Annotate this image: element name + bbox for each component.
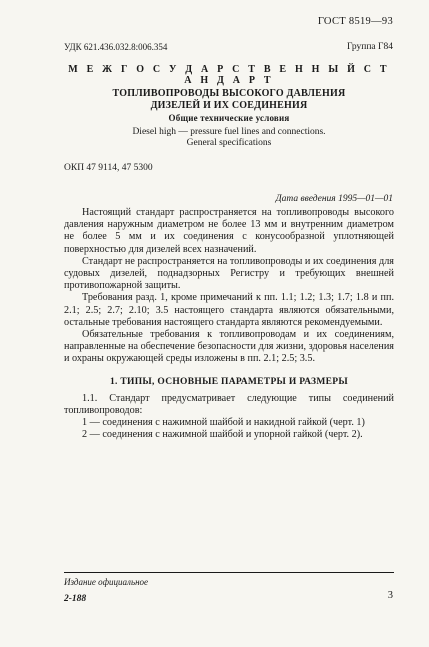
title-subtitle: Общие технические условия bbox=[168, 113, 290, 123]
okp-code: ОКП 47 9114, 47 5300 bbox=[64, 163, 153, 173]
paragraph-requirements: Требования разд. 1, кроме примечаний к пп. 1.1; 1.2; 1.3; 1.7; 1.8 и пп. 2.1; 2.5; 2.7; 2.10; 3.5 настоящего стандарта являются обязательными, остальные требования настоящего стандарта являются рекомендуемыми. bbox=[64, 292, 394, 328]
english-title-line-2: General specifications bbox=[186, 138, 272, 148]
paragraph-exclusion: Стандарт не распространяется на топливопроводы и их соединения для судовых дизелей, поднадзорных Регистру и требующих внешней противопожарной защиты. bbox=[64, 255, 394, 292]
section-1-paragraph-1: 1.1. Стандарт предусматривает следующие типы соединений топливопроводов: bbox=[64, 392, 394, 417]
gost-number: ГОСТ 8519—93 bbox=[317, 16, 393, 27]
english-title bbox=[64, 127, 394, 149]
paragraph-mandatory: Обязательные требования к топливопроводам и их соединениям, направленные на обеспечение безопасности для жизни, здоровья населения и охраны окружающей среды изложены в пп. 2.1; 2.5; 3.5. bbox=[64, 329, 394, 365]
footer-divider bbox=[64, 572, 394, 573]
paragraph-scope: Настоящий стандарт распространяется на топливопроводы высокого давления наружным диаметром не более 13 мм и внутренним диаметром не более 5 мм и их соединения с конусообразной уплотняющей поверхностью для дизелей всех назначений. bbox=[64, 207, 394, 255]
document-body bbox=[64, 207, 394, 442]
official-edition-label: Издание официальное bbox=[64, 577, 149, 587]
section-1-heading: 1. ТИПЫ, ОСНОВНЫЕ ПАРАМЕТРЫ И РАЗМЕРЫ bbox=[110, 376, 348, 387]
title-line-1: ТОПЛИВОПРОВОДЫ ВЫСОКОГО ДАВЛЕНИЯ bbox=[112, 88, 346, 99]
introduction-date: Дата введения 1995—01—01 bbox=[275, 194, 393, 204]
section-1-paragraph-3: 2 — соединения с нажимной шайбой и упорной гайкой (черт. 2). bbox=[82, 429, 363, 441]
standard-type-heading: М Е Ж Г О С У Д А Р С Т В Е Н Н Ы Й С Т А Н Д А Р Т bbox=[68, 64, 390, 86]
print-mark: 2-188 bbox=[64, 594, 87, 604]
english-title-line-1: Diesel high — pressure fuel lines and connections. bbox=[132, 127, 326, 137]
page-number: 3 bbox=[387, 590, 393, 601]
document-title bbox=[64, 88, 394, 124]
section-1-paragraph-2: 1 — соединения с нажимной шайбой и накидной гайкой (черт. 1) bbox=[82, 417, 365, 429]
group-code: Группа Г84 bbox=[346, 42, 393, 52]
title-line-2: ДИЗЕЛЕЙ И ИХ СОЕДИНЕНИЯ bbox=[150, 100, 308, 111]
udk-code: УДК 621.436.032.8:006.354 bbox=[64, 42, 168, 52]
